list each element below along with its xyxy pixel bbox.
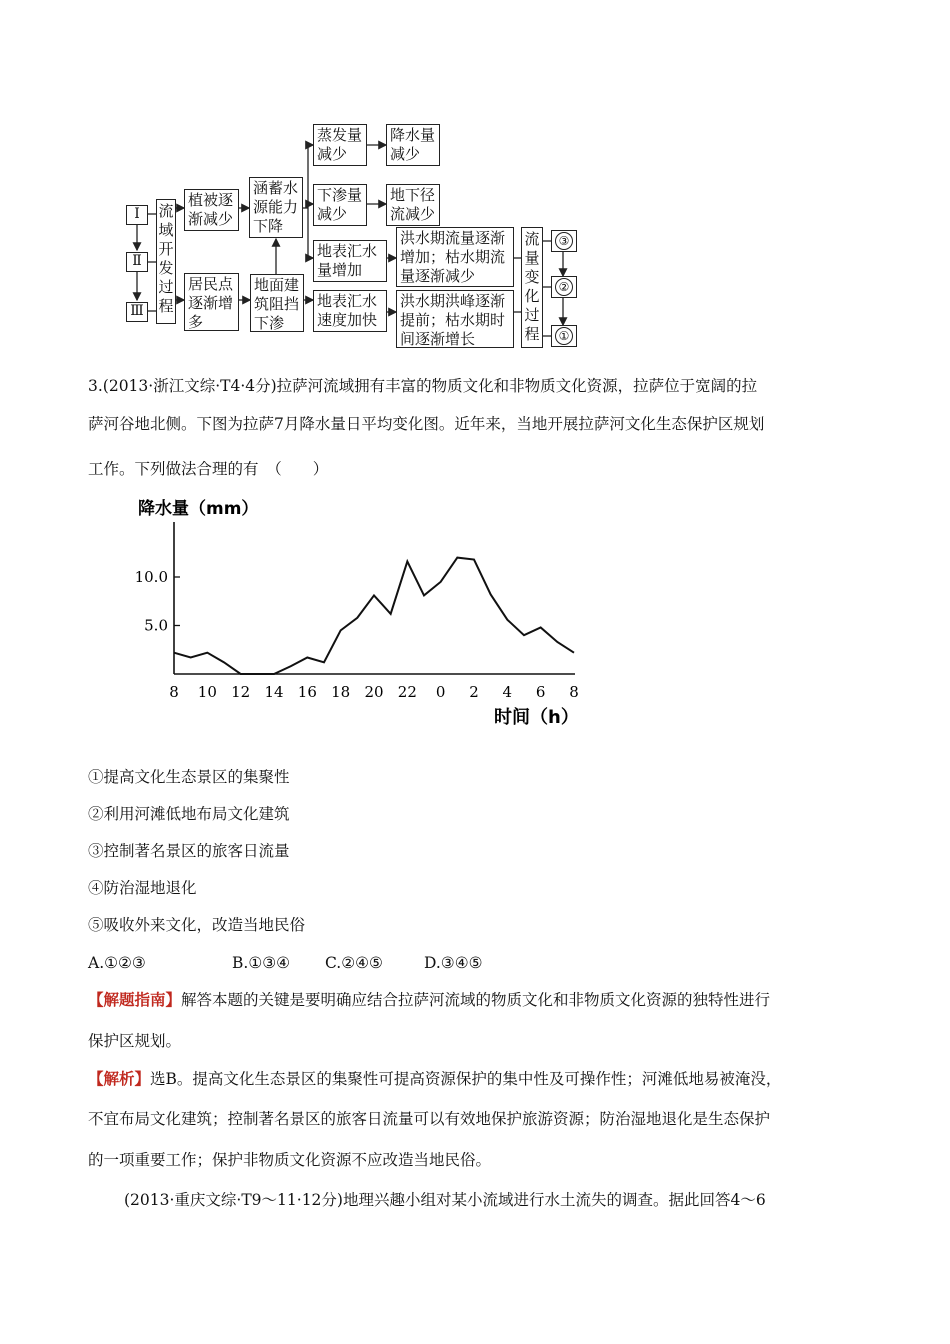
question3-line3: 工作。下列做法合理的有 （ ） <box>88 460 329 478</box>
circled-1: ① <box>555 327 573 345</box>
stage-2: Ⅱ <box>126 252 148 272</box>
x-tick-label: 4 <box>502 683 513 701</box>
option-4: ④防治湿地退化 <box>88 879 197 897</box>
x-tick-label: 2 <box>469 683 479 701</box>
analysis-line2: 不宜布局文化建筑；控制著名景区的旅客日流量可以有效地保护旅游资源；防治湿地退化是生态保护 <box>88 1110 771 1128</box>
choice-b: B.①③④ <box>232 954 291 972</box>
choice-d: D.③④⑤ <box>424 954 483 972</box>
option-2: ②利用河滩低地布局文化建筑 <box>88 805 290 823</box>
guide-tag: 【解题指南】 <box>88 990 182 1009</box>
option-1: ①提高文化生态景区的集聚性 <box>88 768 290 786</box>
box-runoff-increase: 地表汇水 量增加 <box>313 240 387 282</box>
box-flood-volume: 洪水期流量逐渐 增加；枯水期流 量逐渐减少 <box>396 227 514 287</box>
x-tick-label: 16 <box>297 683 317 701</box>
process-label: 流域开发过程 <box>156 199 176 324</box>
x-tick-label: 20 <box>364 683 384 701</box>
flow-change-label: 流量变化过程 <box>521 227 543 348</box>
x-tick-label: 8 <box>569 683 579 701</box>
x-tick-label: 12 <box>231 683 251 701</box>
question3-line1: 3.(2013·浙江文综·T4·4分)拉萨河流域拥有丰富的物质文化和非物质文化资源，拉萨位于宽阔的拉 <box>88 377 758 395</box>
circled-3: ③ <box>555 232 573 250</box>
precipitation-chart <box>0 480 950 740</box>
analysis-tag: 【解析】 <box>88 1069 151 1088</box>
box-surface-build: 地面建 筑阻挡 下渗 <box>250 274 304 332</box>
box-residents: 居民点 逐渐增 多 <box>184 273 239 331</box>
box-groundwater: 地下径 流减少 <box>386 184 440 226</box>
box-precip-decrease: 降水量 减少 <box>386 124 440 166</box>
x-tick-label: 8 <box>169 683 179 701</box>
box-flood-peak: 洪水期洪峰逐渐 提前；枯水期时 间逐渐增长 <box>396 290 514 348</box>
stage-1: Ⅰ <box>126 205 148 225</box>
x-tick-label: 18 <box>331 683 351 701</box>
next-question-intro: (2013·重庆文综·T9～11·12分)地理兴趣小组对某小流域进行水土流失的调查。据此回答4～6 <box>124 1191 766 1209</box>
stage-3: Ⅲ <box>126 302 148 322</box>
analysis-text-1: 选B。提高文化生态景区的集聚性可提高资源保护的集中性及可操作性；河滩低地易被淹没， <box>150 1070 782 1088</box>
box-evaporation: 蒸发量 减少 <box>313 124 367 166</box>
choice-a: A.①②③ <box>88 954 146 972</box>
guide-line2: 保护区规划。 <box>88 1032 182 1050</box>
box-vegetation: 植被逐 渐减少 <box>184 189 239 231</box>
x-tick-label: 10 <box>197 683 217 701</box>
y-tick-label: 5.0 <box>144 616 168 635</box>
box-conservation: 涵蓄水 源能力 下降 <box>249 177 303 238</box>
box-infiltration: 下渗量 减少 <box>313 184 367 226</box>
analysis-line1 <box>88 1069 781 1089</box>
x-tick-label: 14 <box>264 683 284 701</box>
x-tick-label: 22 <box>397 683 417 701</box>
option-5: ⑤吸收外来文化，改造当地民俗 <box>88 916 306 934</box>
box-runoff-speed: 地表汇水 速度加快 <box>313 290 387 332</box>
guide-text-1: 解答本题的关键是要明确应结合拉萨河流域的物质文化和非物质文化资源的独特性进行 <box>181 991 771 1009</box>
y-axis-label: 降水量（mm） <box>138 499 259 519</box>
x-axis-label: 时间（h） <box>494 707 579 728</box>
choice-c: C.②④⑤ <box>325 954 383 972</box>
option-3: ③控制著名景区的旅客日流量 <box>88 842 290 860</box>
question3-line2: 萨河谷地北侧。下图为拉萨7月降水量日平均变化图。近年来，当地开展拉萨河文化生态保护区规划 <box>88 415 765 433</box>
analysis-line3: 的一项重要工作；保护非物质文化资源不应改造当地民俗。 <box>88 1151 492 1169</box>
guide-line1 <box>88 990 770 1010</box>
precipitation-line <box>174 558 574 674</box>
x-tick-label: 6 <box>535 683 546 701</box>
circled-2: ② <box>555 278 573 296</box>
y-tick-label: 10.0 <box>134 568 168 586</box>
x-tick-label: 0 <box>435 683 446 701</box>
